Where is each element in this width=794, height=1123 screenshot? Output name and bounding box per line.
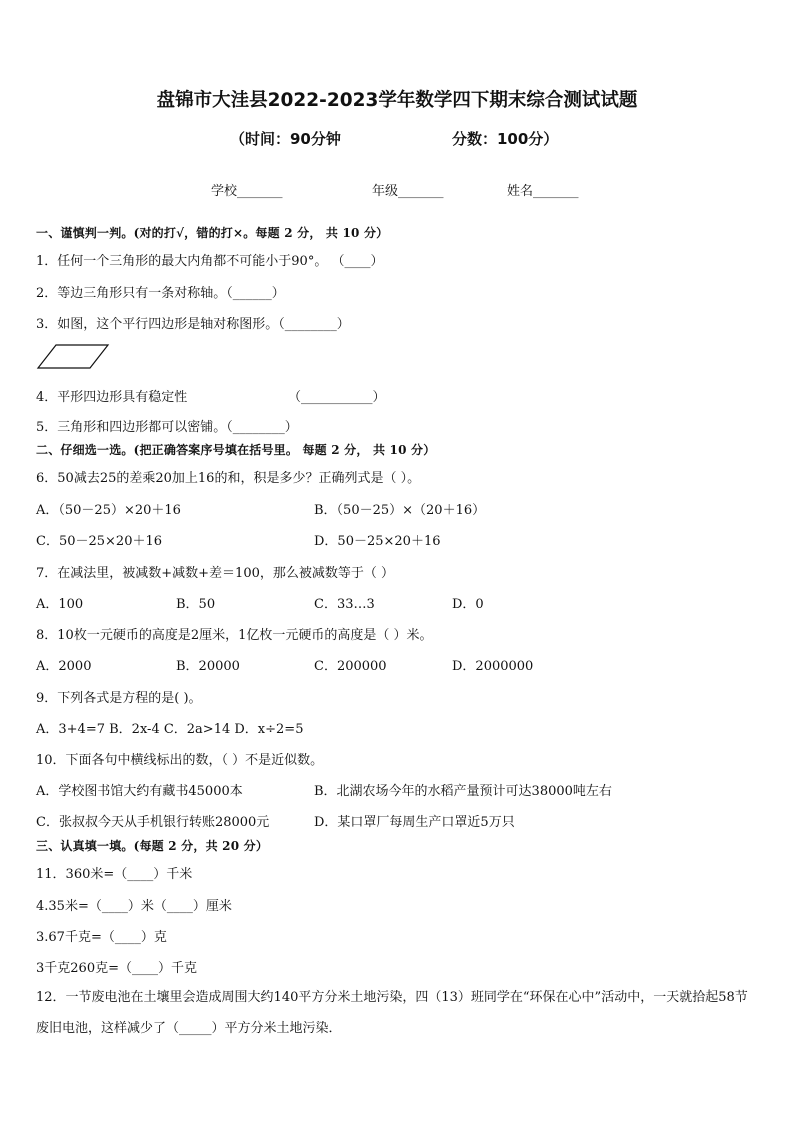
question-8-option-a: A．2000 xyxy=(36,659,92,674)
question-10-option-b: B．北湖农场今年的水稻产量预计可达38000吨左右 xyxy=(314,784,612,799)
question-11-part-1: 11．360米=（____）千米 xyxy=(36,867,193,882)
question-8-option-b: B．20000 xyxy=(176,659,240,674)
exam-score: 分数：100分） xyxy=(452,130,559,148)
question-11-part-4: 3千克260克=（____）千克 xyxy=(36,961,197,976)
question-3: 3．如图，这个平行四边形是轴对称图形。（________） xyxy=(36,317,350,332)
question-8: 8．10枚一元硬币的高度是2厘米，1亿枚一元硬币的高度是（ ）米。 xyxy=(36,628,433,643)
name-field[interactable]: 姓名_______ xyxy=(507,184,579,199)
section-1-heading: 一、谨慎判一判。(对的打√，错的打×。每题 2 分， 共 10 分） xyxy=(36,226,389,240)
question-6-option-a: A．（50－25）×20＋16 xyxy=(36,503,181,518)
question-7-option-a: A．100 xyxy=(36,597,84,612)
question-6-option-b: B．（50－25）×（20＋16） xyxy=(314,503,486,518)
question-6: 6．50减去25的差乘20加上16的和，积是多少？正确列式是（ ）。 xyxy=(36,471,421,486)
exam-time: （时间：90分钟 xyxy=(230,130,341,148)
question-7: 7．在减法里，被减数+减数+差＝100，那么被减数等于（ ） xyxy=(36,566,395,581)
question-1: 1．任何一个三角形的最大内角都不可能小于90°。 （____） xyxy=(36,254,384,269)
question-12: 12．一节废电池在土壤里会造成周围大约140平方分米土地污染，四（13）班同学在“环保在心中”活动中，一天就拾起58节废旧电池，这样减少了（_____）平方分米土地污染． xyxy=(36,990,748,1036)
school-field[interactable]: 学校_______ xyxy=(211,184,283,199)
question-9-options: A．3+4=7 B．2x-4 C．2a>14 D．x÷2=5 xyxy=(36,722,304,737)
page-title: 盘锦市大洼县2022-2023学年数学四下期末综合测试试题 xyxy=(156,90,638,111)
question-7-option-b: B．50 xyxy=(176,597,216,612)
question-11-part-3: 3.67千克=（____）克 xyxy=(36,930,167,945)
question-4: 4．平形四边形具有稳定性 xyxy=(36,390,188,405)
question-7-option-d: D．0 xyxy=(452,597,484,612)
parallelogram-figure xyxy=(36,343,112,371)
question-10-option-c: C．张叔叔今天从手机银行转账28000元 xyxy=(36,815,270,830)
question-9: 9．下列各式是方程的是( )。 xyxy=(36,691,202,706)
section-2-heading: 二、仔细选一选。(把正确答案序号填在括号里。 每题 2 分， 共 10 分） xyxy=(36,443,436,457)
question-11-part-2: 4.35米=（____）米（____）厘米 xyxy=(36,899,232,914)
question-6-option-d: D．50－25×20＋16 xyxy=(314,534,441,549)
grade-field[interactable]: 年级_______ xyxy=(372,184,444,199)
question-4-blank: （___________） xyxy=(288,390,386,405)
question-2: 2．等边三角形只有一条对称轴。（______） xyxy=(36,286,285,301)
question-7-option-c: C．33…3 xyxy=(314,597,375,612)
section-3-heading: 三、认真填一填。(每题 2 分，共 20 分） xyxy=(36,839,269,853)
question-8-option-c: C．200000 xyxy=(314,659,387,674)
question-10-option-d: D．某口罩厂每周生产口罩近5万只 xyxy=(314,815,515,830)
question-10: 10．下面各句中横线标出的数，（ ）不是近似数。 xyxy=(36,753,324,768)
question-5: 5．三角形和四边形都可以密铺。（________） xyxy=(36,420,298,435)
question-6-option-c: C．50－25×20＋16 xyxy=(36,534,163,549)
question-10-option-a: A．学校图书馆大约有藏书45000本 xyxy=(36,784,243,799)
question-8-option-d: D．2000000 xyxy=(452,659,534,674)
